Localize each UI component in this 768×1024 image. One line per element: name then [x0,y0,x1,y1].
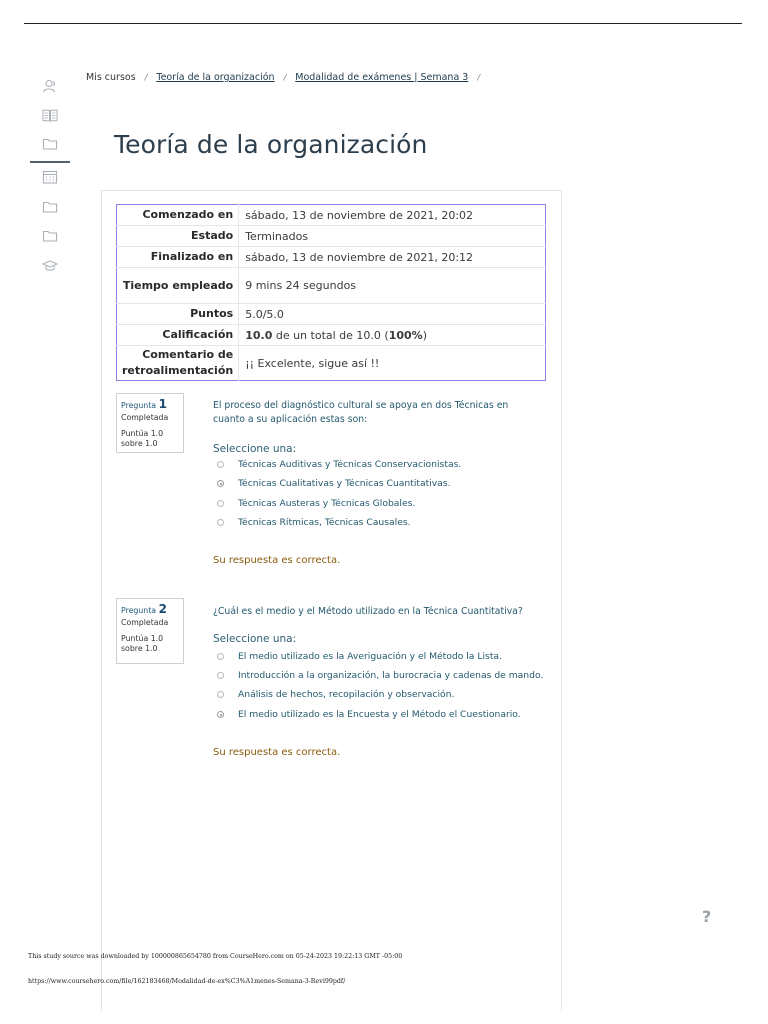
active-nav-indicator [30,161,70,163]
summary-row [117,268,546,304]
radio-button[interactable] [217,500,224,507]
question-grade: Puntúa 1.0 sobre 1.0 [121,634,164,653]
radio-button-selected[interactable] [217,480,224,487]
answer-option[interactable] [217,709,521,720]
answer-option[interactable] [217,517,411,528]
radio-button[interactable] [217,653,224,660]
summary-label: Estado [117,226,239,247]
option-label[interactable]: Técnicas Rítmicas, Técnicas Causales. [238,517,411,528]
folder-icon[interactable] [42,200,58,214]
question-info [116,393,184,453]
summary-label: Finalizado en [117,247,239,268]
select-prompt: Seleccione una: [213,443,297,455]
summary-value: sábado, 13 de noviembre de 2021, 20:12 [239,247,546,268]
summary-value: ¡¡ Excelente, sigue así !! [245,356,380,370]
download-notice: This study source was downloaded by 100000865654780 from CourseHero.com on 05-24-2023 19:22:13 GMT -05:00 [28,953,403,960]
answer-option[interactable] [217,689,454,700]
summary-label: Calificación [117,325,239,346]
option-label[interactable]: Análisis de hechos, recopilación y observación. [238,689,455,700]
breadcrumb-exam-link[interactable]: Modalidad de exámenes | Semana 3 [295,72,469,83]
breadcrumb-separator: / [144,73,148,82]
question-label: Pregunta [121,606,157,615]
option-label[interactable]: Técnicas Austeras y Técnicas Globales. [238,498,416,509]
folder-icon[interactable] [42,229,58,243]
radio-button[interactable] [217,519,224,526]
radio-button[interactable] [217,672,224,679]
question-info [116,598,184,664]
grade-total: de un total de 10.0 ( [272,328,389,342]
answer-feedback: Su respuesta es correcta. [213,555,341,566]
question-text: El proceso del diagnóstico cultural se apoya en dos Técnicas en cuanto a su aplicación estas son: [213,400,509,425]
radio-button[interactable] [217,461,224,468]
breadcrumb-separator: / [477,73,481,82]
answer-option[interactable] [217,498,415,509]
summary-label: Puntos [117,304,239,325]
top-divider [24,23,742,24]
summary-row [117,346,546,381]
grade-score: 10.0 [245,328,273,342]
summary-row [117,304,546,325]
summary-row [117,226,546,247]
grade-close: ) [422,328,427,342]
summary-row [117,205,546,226]
answer-option[interactable] [217,478,451,489]
answer-option[interactable] [217,651,502,662]
help-icon[interactable]: ? [702,907,712,926]
option-label[interactable]: El medio utilizado es la Averiguación y el Método la Lista. [238,651,502,662]
page-title: Teoría de la organización [114,130,428,159]
answer-option[interactable] [217,459,461,470]
folder-icon[interactable] [42,137,58,151]
option-label[interactable]: Técnicas Auditivas y Técnicas Conservacionistas. [238,459,462,470]
question-number: 1 [158,397,167,411]
answer-option[interactable] [217,670,543,681]
breadcrumb-course-link[interactable]: Teoría de la organización [156,72,275,83]
breadcrumb [86,72,489,83]
question-label: Pregunta [121,401,157,410]
radio-button[interactable] [217,691,224,698]
summary-label: Comenzado en [117,205,239,226]
summary-value: sábado, 13 de noviembre de 2021, 20:02 [239,205,546,226]
question-state: Completada [121,413,169,422]
question-grade: Puntúa 1.0 sobre 1.0 [121,429,164,448]
summary-row [117,247,546,268]
summary-value: Terminados [239,226,546,247]
question-state: Completada [121,618,169,627]
summary-value: 5.0/5.0 [239,304,546,325]
radio-button-selected[interactable] [217,711,224,718]
source-url: https://www.coursehero.com/file/162183468/Modalidad-de-ex%C3%A1menes-Semana-3-Revi99pdf/ [28,978,346,985]
summary-label: Tiempo empleado [117,268,239,304]
option-label[interactable]: Introducción a la organización, la burocracia y cadenas de mando. [238,670,544,681]
option-label[interactable]: El medio utilizado es la Encuesta y el Método el Cuestionario. [238,709,521,720]
calendar-icon[interactable] [42,170,58,184]
question-text: ¿Cuál es el medio y el Método utilizado en la Técnica Cuantitativa? [213,606,523,617]
breadcrumb-separator: / [283,73,287,82]
summary-grade-value [239,325,546,346]
summary-row [117,325,546,346]
breadcrumb-mis-cursos[interactable]: Mis cursos [86,72,136,83]
summary-value: 9 mins 24 segundos [239,268,546,304]
select-prompt: Seleccione una: [213,633,297,645]
attempt-summary-table [116,204,546,381]
grade-percent: 100% [388,328,423,342]
option-label[interactable]: Técnicas Cualitativas y Técnicas Cuantitativas. [238,478,451,489]
question-number: 2 [158,602,167,616]
answer-feedback: Su respuesta es correcta. [213,747,341,758]
users-icon[interactable] [42,79,58,93]
graduation-cap-icon[interactable] [42,259,58,273]
summary-label: Comentario de retroalimentación [117,346,239,381]
book-icon[interactable] [42,108,58,122]
